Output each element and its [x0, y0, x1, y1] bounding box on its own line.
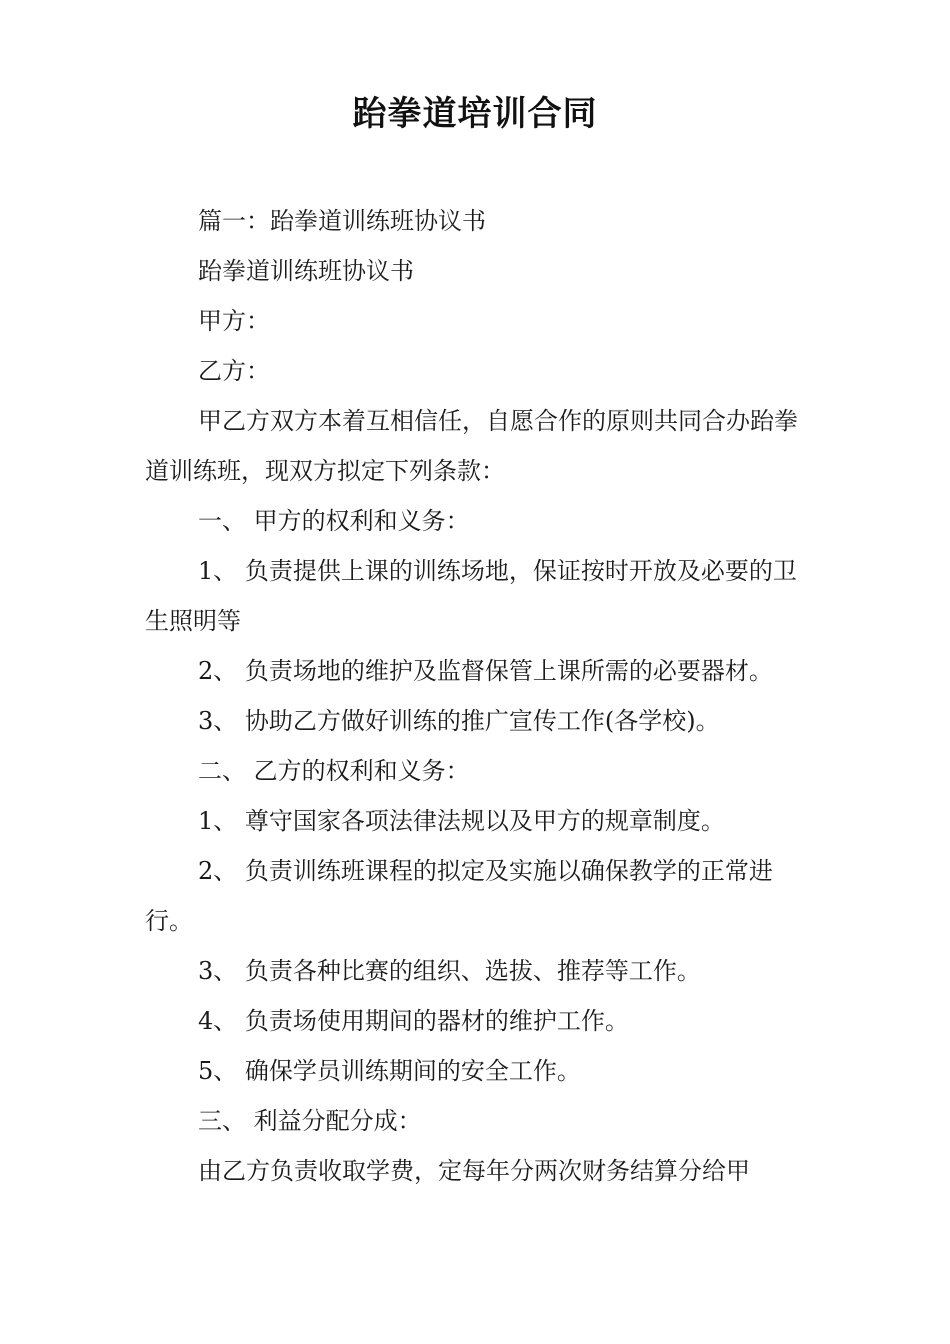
- paragraph-preamble: 甲乙方双方本着互相信任，自愿合作的原则共同合办跆拳道训练班，现双方拟定下列条款：: [145, 407, 798, 485]
- paragraph-clause-item: 4、 负责场使用期间的器材的维护工作。: [198, 1007, 629, 1035]
- paragraph-clause-item: 5、 确保学员训练期间的安全工作。: [198, 1057, 581, 1085]
- paragraph-agreement-name: 跆拳道训练班协议书: [198, 257, 414, 285]
- document-body: [145, 196, 810, 1196]
- paragraph-party-a: 甲方：: [198, 307, 270, 335]
- paragraph-clause-item: 2、 负责场地的维护及监督保管上课所需的必要器材。: [198, 657, 773, 685]
- paragraph-section-heading: 篇一：跆拳道训练班协议书: [198, 207, 486, 235]
- paragraph-clause-item: 3、 协助乙方做好训练的推广宣传工作(各学校)。: [198, 707, 720, 735]
- paragraph-party-b: 乙方：: [198, 357, 270, 385]
- paragraph-clause-item: 1、 负责提供上课的训练场地，保证按时开放及必要的卫生照明等: [145, 557, 797, 635]
- paragraph-profit-sharing: 由乙方负责收取学费，定每年分两次财务结算分给甲: [198, 1157, 750, 1185]
- paragraph-clause-heading-2: 二、 乙方的权利和义务：: [198, 757, 470, 785]
- paragraph-clause-item: 3、 负责各种比赛的组织、选拔、推荐等工作。: [198, 957, 701, 985]
- document-title: 跆拳道培训合同: [352, 94, 598, 134]
- paragraph-clause-item: 2、 负责训练班课程的拟定及实施以确保教学的正常进行。: [145, 857, 773, 935]
- paragraph-clause-heading-1: 一、 甲方的权利和义务：: [198, 507, 470, 535]
- paragraph-clause-item: 1、 尊守国家各项法律法规以及甲方的规章制度。: [198, 807, 725, 835]
- paragraph-clause-heading-3: 三、 利益分配分成：: [198, 1107, 422, 1135]
